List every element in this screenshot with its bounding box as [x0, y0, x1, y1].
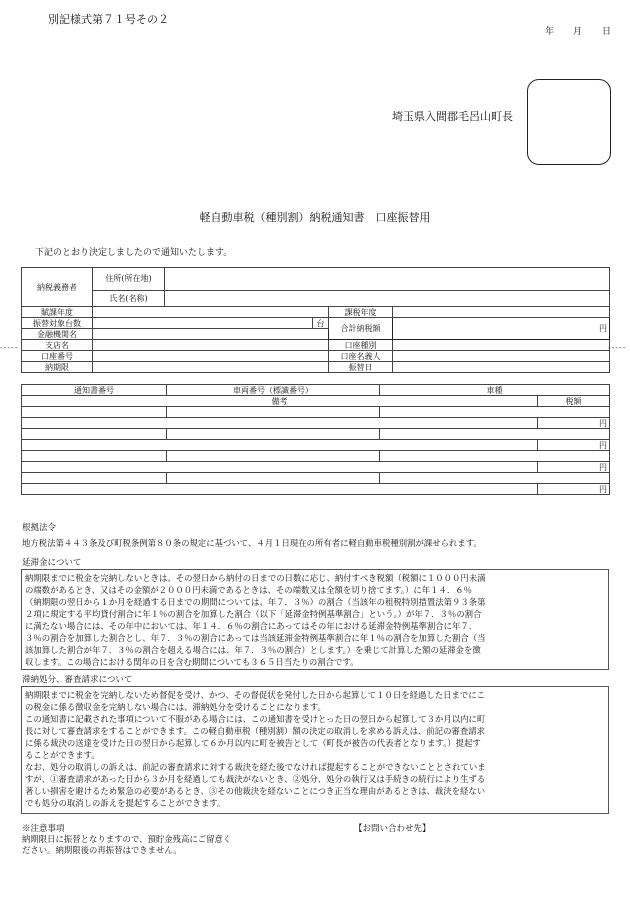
vehicle-1-remarks [22, 418, 538, 429]
vehicle-2-plate [167, 429, 380, 440]
account-holder-label: 口座名義人 [329, 351, 393, 362]
contact-heading: 【お問い合わせ先】 [354, 824, 431, 834]
vehicle-3-remarks [22, 462, 538, 473]
notes-heading: ※注意事項 [22, 824, 65, 834]
late-fee-line: 納期限までに税金を完納しないときは、その翌日から納付の日までの日数に応じ、納付すべき税額（税額に１０００円未満 [25, 573, 486, 583]
account-holder-value [393, 351, 610, 362]
fold-mark-left: ----- [0, 343, 19, 352]
vehicle-1-plate [167, 407, 380, 418]
due-date-label: 納期限 [22, 362, 93, 373]
vehicle-4-tax: 円 [538, 484, 610, 495]
vehicle-4-remarks [22, 484, 538, 495]
total-tax-label: 合計納税額 [329, 318, 393, 340]
vehicle-col-notice-number: 通知書番号 [22, 385, 167, 396]
account-number-value [93, 351, 329, 362]
branch-name-label: 支店名 [22, 340, 93, 351]
delinquency-line: 長に対して審査請求をすることができます。この軽自動車税（種別割）額の決定の取消しを求める訴えは、前記の審査請求 [25, 726, 485, 736]
notes-line: ださい。納期限後の再振替はできません。 [22, 845, 182, 855]
assessment-year-label: 賦課年度 [22, 307, 93, 318]
vehicle-2-type [380, 429, 610, 440]
vehicle-col-plate-number: 車両番号（標識番号） [167, 385, 380, 396]
vehicle-count-label: 振替対象台数 [22, 318, 93, 329]
total-tax-unit: 円 [393, 318, 610, 340]
vehicle-count-unit: 台 [313, 318, 329, 329]
intro-text: 下記のとおり決定しましたので通知いたします。 [35, 248, 233, 258]
vehicle-count-value [93, 318, 313, 329]
notes-line: 納期限日に振替となりますので、預貯金残高にご留意く [22, 834, 232, 844]
delinquency-line: の税金に係る徴収金を完納しない場合には、滞納処分を受けることになります。 [25, 702, 326, 712]
official-seal-box [527, 79, 611, 165]
vehicle-2-notice [22, 429, 167, 440]
late-fee-line: 収します。この場合における閏年の日を含む期間についても３６５日当たりの割合です。 [25, 657, 359, 667]
document-title: 軽自動車税（種別割）納税通知書 口座振替用 [199, 211, 431, 224]
vehicle-col-tax: 税額 [538, 396, 610, 407]
vehicle-2-remarks [22, 440, 538, 451]
vehicle-4-plate [167, 473, 380, 484]
delinquency-line: 納期限までに税金を完納しないため督促を受け、かつ、その督促状を発付した日から起算して１０日を経過した日までにこ [25, 690, 485, 700]
delinquency-line: なお、処分の取消しの訴えは、前記の審査請求に対する裁決を経た後でなければ提起することができないこととされていま [25, 762, 486, 772]
taxpayer-label: 納税義務者 [22, 268, 93, 307]
transfer-date-label: 振替日 [329, 362, 393, 373]
notes-text [22, 834, 231, 856]
late-fee-line: ３％の割合を加算した割合とし、年７．３％の割合にあっては当該延滞金特例基準割合に年１％の割合を加算した割合（当 [25, 633, 486, 643]
date-day-label: 日 [602, 27, 612, 37]
account-type-value [393, 340, 610, 351]
vehicle-4-notice [22, 473, 167, 484]
delinquency-heading: 滞納処分、審査請求について [22, 675, 133, 685]
account-type-label: 口座種別 [329, 340, 393, 351]
bank-name-value [93, 329, 329, 340]
assessment-year-value [93, 307, 329, 318]
transfer-date-value [393, 362, 610, 373]
vehicle-2-tax: 円 [538, 440, 610, 451]
vehicle-table [21, 384, 610, 495]
address-label: 住所(所在地) [93, 268, 165, 291]
fold-mark-right: ----- [608, 343, 627, 352]
tax-year-value [393, 307, 610, 318]
delinquency-box [21, 686, 609, 814]
taxpayer-info-table [21, 267, 610, 373]
tax-year-label: 課税年度 [329, 307, 393, 318]
vehicle-col-type: 車種 [380, 385, 610, 396]
vehicle-1-tax: 円 [538, 418, 610, 429]
late-fee-box [21, 569, 609, 670]
late-fee-line: 該加算した割合が年７．３％の割合を超える場合には、年７．３％の割合）とします。）を乗じて計算した額の延滞金を徴 [25, 645, 481, 655]
name-label: 氏名(名称) [93, 290, 165, 306]
vehicle-3-plate [167, 451, 380, 462]
form-number: 別記様式第７１号その２ [48, 13, 169, 26]
due-date-value [93, 362, 329, 373]
late-fee-heading: 延滞金について [22, 558, 82, 568]
vehicle-1-notice [22, 407, 167, 418]
late-fee-line: ２項に規定する平均貸付割合に年１％の割合を加算した割合（以下「延滞金特例基準割合」という。）が年７．３％の割合 [25, 609, 482, 619]
legal-basis-text: 地方税法第４４３条及び町税条例第８０条の規定に基づいて、４月１日現在の所有者に軽自動車税種別割が課せられます。 [22, 538, 482, 548]
vehicle-3-tax: 円 [538, 462, 610, 473]
delinquency-line: すが、①審査請求があった日から３か月を経過しても裁決がないとき、②処分、処分の執行又は手続きの続行により生ずる [25, 774, 486, 784]
issuer-name: 埼玉県入間郡毛呂山町長 [392, 110, 513, 123]
address-value [165, 268, 610, 291]
vehicle-4-type [380, 473, 610, 484]
delinquency-line: に係る裁決の送達を受けた日の翌日から起算して６か月以内に町を被告として（町長が被告の代表者となります。）提起す [25, 738, 481, 748]
late-fee-line: の端数があるとき、又はその金額が２０００円未満であるときは、その端数又は全額を切り捨てます。）に年１４．６％ [25, 585, 473, 595]
late-fee-line: （納期限の翌日から１か月を経過する日までの期間については、年７．３％）の割合（当該年の租税特別措置法第９３条第 [25, 597, 486, 607]
delinquency-line: でも処分の取消しの訴えを提起することができます。 [25, 798, 226, 808]
vehicle-3-type [380, 451, 610, 462]
date-month-label: 月 [573, 27, 583, 37]
delinquency-line: 著しい損害を避けるため緊急の必要があるとき、③その他裁決を経ないことにつき正当な理由があるときは、裁決を経ない [25, 786, 486, 796]
bank-name-label: 金融機関名 [22, 329, 93, 340]
legal-basis-heading: 根拠法令 [22, 523, 57, 533]
date-year-label: 年 [545, 27, 555, 37]
vehicle-1-type [380, 407, 610, 418]
late-fee-line: に満たない場合には、その年中においては、年１４．６％の割合にあってはその年における延滞金特例基準割合に年７． [25, 621, 478, 631]
vehicle-col-remarks: 備考 [22, 396, 538, 407]
branch-name-value [93, 340, 329, 351]
name-value [165, 290, 610, 306]
account-number-label: 口座番号 [22, 351, 93, 362]
delinquency-line: ることができます。 [25, 750, 100, 760]
delinquency-line: この通知書に記載された事項について不服がある場合には、この通知書を受けとった日の翌日から起算して３か月以内に町 [25, 714, 486, 724]
vehicle-3-notice [22, 451, 167, 462]
